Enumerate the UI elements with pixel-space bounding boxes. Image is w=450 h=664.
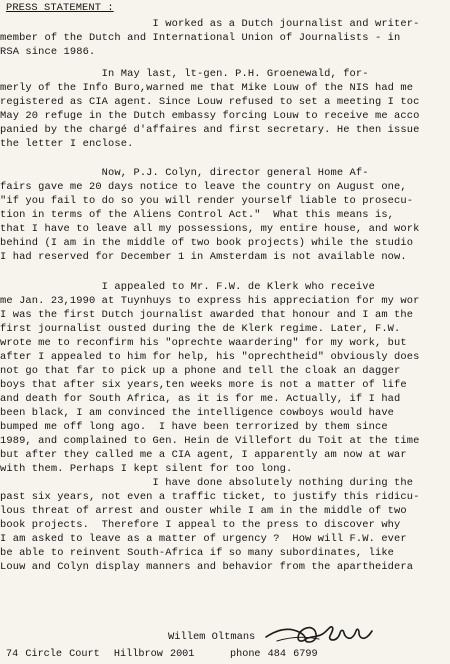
body-line: past six years, not even a traffic ticket, to justify this ridicu- bbox=[0, 491, 420, 503]
body-line: book projects. Therefore I appeal to the press to discover why bbox=[0, 519, 401, 531]
body-line: been black, I am convinced the intelligence cowboys would have bbox=[0, 407, 395, 419]
body-line: RSA since 1986. bbox=[0, 46, 96, 58]
body-line: I have done absolutely nothing during the bbox=[0, 477, 414, 489]
body-line: be able to reinvent South-Africa if so many subordinates, like bbox=[0, 547, 395, 559]
body-line: registered as CIA agent. Since Louw refused to set a meeting I toc bbox=[0, 96, 420, 108]
body-line: first journalist ousted during the de Klerk regime. Later, F.W. bbox=[0, 323, 401, 335]
body-line: that I have to leave all my possessions, my entire house, and work bbox=[0, 223, 420, 235]
body-line: May 20 refuge in the Dutch embassy forcing Louw to receive me acco bbox=[0, 110, 420, 122]
body-line: behind (I am in the middle of two book projects) while the studio bbox=[0, 237, 414, 249]
body-line: In May last, lt-gen. P.H. Groenewald, for- bbox=[0, 68, 369, 80]
body-line: I am asked to leave as a matter of urgency ? How will F.W. ever bbox=[0, 533, 407, 545]
signature-row bbox=[0, 625, 450, 647]
body-line: bumped me off long ago. I have been terrorized by them since bbox=[0, 421, 388, 433]
body-line: lous threat of arrest and ouster while I am in the middle of two bbox=[0, 505, 407, 517]
body-line: I was the first Dutch journalist awarded that honour and I am the bbox=[0, 309, 414, 321]
body-line: with them. Perhaps I kept silent for too long. bbox=[0, 463, 293, 475]
body-line: boys that after six years,ten weeks more is not a matter of life bbox=[0, 379, 407, 391]
body-line: I appealed to Mr. F.W. de Klerk who receive bbox=[0, 281, 375, 293]
body-line: the letter I enclose. bbox=[0, 138, 134, 150]
body-line: not go that far to pick up a phone and tell the cloak an dagger bbox=[0, 365, 401, 377]
signature-icon bbox=[262, 619, 382, 647]
body-line: "if you fail to do so you will render yourself liable to prosecu- bbox=[0, 195, 414, 207]
body-line: I had reserved for December 1 in Amsterdam is not available now. bbox=[0, 251, 407, 263]
document-heading: PRESS STATEMENT : bbox=[6, 2, 114, 14]
body-line: Now, P.J. Colyn, director general Home Af- bbox=[0, 167, 369, 179]
body-line: tion in terms of the Aliens Control Act." What this means is, bbox=[0, 209, 395, 221]
body-line: wrote me to reconfirm his "oprechte waardering" for my work, but bbox=[0, 337, 407, 349]
body-line: me Jan. 23,1990 at Tuynhuys to express his appreciation for my wor bbox=[0, 295, 420, 307]
body-line: after I appealed to him for help, his "oprechtheid" obviously does bbox=[0, 351, 420, 363]
body-line: I worked as a Dutch journalist and writer- bbox=[0, 18, 420, 30]
body-line: 1989, and complained to Gen. Hein de Villefort du Toit at the time bbox=[0, 435, 420, 447]
signature-name: Willem Oltmans bbox=[168, 631, 256, 643]
body-line: fairs gave me 20 days notice to leave the country on August one, bbox=[0, 181, 407, 193]
body-line: panied by the chargé d'affaires and first secretary. He then issue bbox=[0, 124, 420, 136]
contact-footer: 74 Circle Court Hillbrow 2001 phone 484 6799 bbox=[6, 649, 318, 660]
body-line: and death for South Africa, as it is for me. Actually, if I had bbox=[0, 393, 401, 405]
body-line: Louw and Colyn display manners and behavior from the apartheidera bbox=[0, 561, 414, 573]
body-line: merly of the Info Buro,warned me that Mike Louw of the NIS had me bbox=[0, 82, 414, 94]
body-line: member of the Dutch and International Union of Journalists - in bbox=[0, 32, 401, 44]
body-line: but after they called me a CIA agent, I apparently am now at war bbox=[0, 449, 407, 461]
